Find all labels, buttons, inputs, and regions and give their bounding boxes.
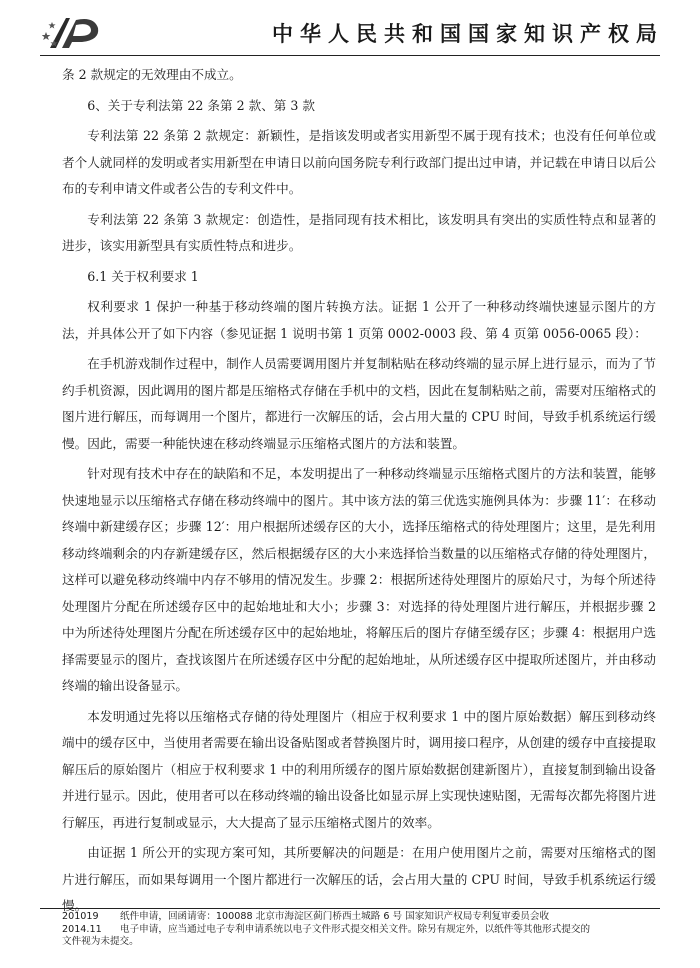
paragraph: 由证据 1 所公开的实现方案可知，其所要解决的问题是：在用户使用图片之前，需要对压缩格式的图片进行解压，而如果每调用一个图片都进行一次解压的话，会占用大量的 CPU 时间，导致手机系统运行缓慢。 [62, 845, 656, 913]
page-footer [62, 911, 662, 949]
footer-line-paper [62, 911, 662, 924]
electronic-notice: 电子申请，应当通过电子专利申请系统以电子文件形式提交相关文件。除另有规定外，以纸件等其他形式提交的 [120, 923, 591, 935]
agency-name: 中华人民共和国国家知识产权局 [272, 22, 664, 46]
mailing-notice: 纸件申请，回函请寄：100088 北京市海淀区蓟门桥西土城路 6 号 国家知识产权局专利复审委员会收 [120, 911, 550, 922]
footer-line-continuation [62, 936, 662, 949]
document-body [62, 62, 661, 924]
form-date: 2014.11 [62, 923, 102, 935]
paragraph: 在手机游戏制作过程中，制作人员需要调用图片并复制粘贴在移动终端的显示屏上进行显示，而为了节约手机资源，因此调用的图片都是压缩格式存储在手机中的文档，因此在复制粘贴之前，需要对压缩格式的图片进行解压，而每调用一个图片，都进行一次解压的话，会占用大量的 CPU 时间，导致手机系统运行缓慢。因此，需要一种能快速在移动终端显示压缩格式图片的方法和装置。 [62, 356, 656, 451]
footer-divider [40, 908, 660, 909]
header-divider [40, 55, 660, 56]
electronic-notice-continued: 文件视为未提交。 [62, 936, 139, 947]
section-heading: 6、关于专利法第 22 条第 2 款、第 3 款 [87, 97, 315, 113]
section-heading: 6.1 关于权利要求 1 [87, 268, 199, 284]
paragraph: 本发明通过先将以压缩格式存储的待处理图片（相应于权利要求 1 中的图片原始数据）解压到移动终端中的缓存区中，当使用者需要在输出设备贴图或者替换图片时，调用接口程序，从创建的缓存中直接提取解压后的原始图片（相应于权利要求 1 中的利用所缓存的图片原始数据创建新图片），直接复制到输出设备并进行显示。因此，使用者可以在移动终端的输出设备比如显示屏上实现快速贴图，无需每次都先将图片进行解压，再进行复制或显示，大大提高了显示压缩格式图片的效率。 [62, 708, 656, 830]
form-code: 201019 [62, 911, 99, 922]
paragraph: 条 2 款规定的无效理由不成立。 [62, 67, 242, 82]
paragraph: 针对现有技术中存在的缺陷和不足，本发明提出了一种移动终端显示压缩格式图片的方法和装置，能够快速地显示以压缩格式存储在移动终端中的图片。其中该方法的第三优选实施例具体为：步骤 11′：在移动终端中新建缓存区；步骤 12′：用户根据所述缓存区的大小，选择压缩格式的待处理图片；这里，是先利用移动终端剩余的内存新建缓存区，然后根据缓存区的大小来选择恰当数量的以压缩格式存储的待处理图片，这样可以避免移动终端中内存不够用的情况发生。步骤 2：根据所述待处理图片的原始尺寸，为每个所述待处理图片分配在所述缓存区中的起始地址和大小；步骤 3：对选择的待处理图片进行解压，并根据步骤 2 中为所述待处理图片分配在所述缓存区中的起始地址，将解压后的图片存储至缓存区；步骤 4：根据用户选择需要显示的图片，查找该图片在所述缓存区中分配的起始地址，从所述缓存区中提取所述图片，并由移动终端的输出设备显示。 [62, 466, 661, 693]
paragraph: 权利要求 1 保护一种基于移动终端的图片转换方法。证据 1 公开了一种移动终端快速显示图片的方法，并具体公开了如下内容（参见证据 1 说明书第 1 页第 0002-0003 段、第 4 页第 0056-0065 段）： [62, 299, 656, 341]
footer-line-electronic [62, 924, 662, 937]
paragraph: 专利法第 22 条第 3 款规定：创造性，是指同现有技术相比，该发明具有突出的实质性特点和显著的进步，该实用新型具有实质性特点和进步。 [62, 211, 656, 253]
page-header [40, 8, 664, 54]
paragraph: 专利法第 22 条第 2 款规定：新颖性，是指该发明或者实用新型不属于现有技术；也没有任何单位或者个人就同样的发明或者实用新型在申请日以前向国务院专利行政部门提出过申请，并记载在申请日以后公布的专利申请文件或者公告的专利文件中。 [62, 128, 656, 196]
sipo-emblem-icon [42, 10, 112, 52]
